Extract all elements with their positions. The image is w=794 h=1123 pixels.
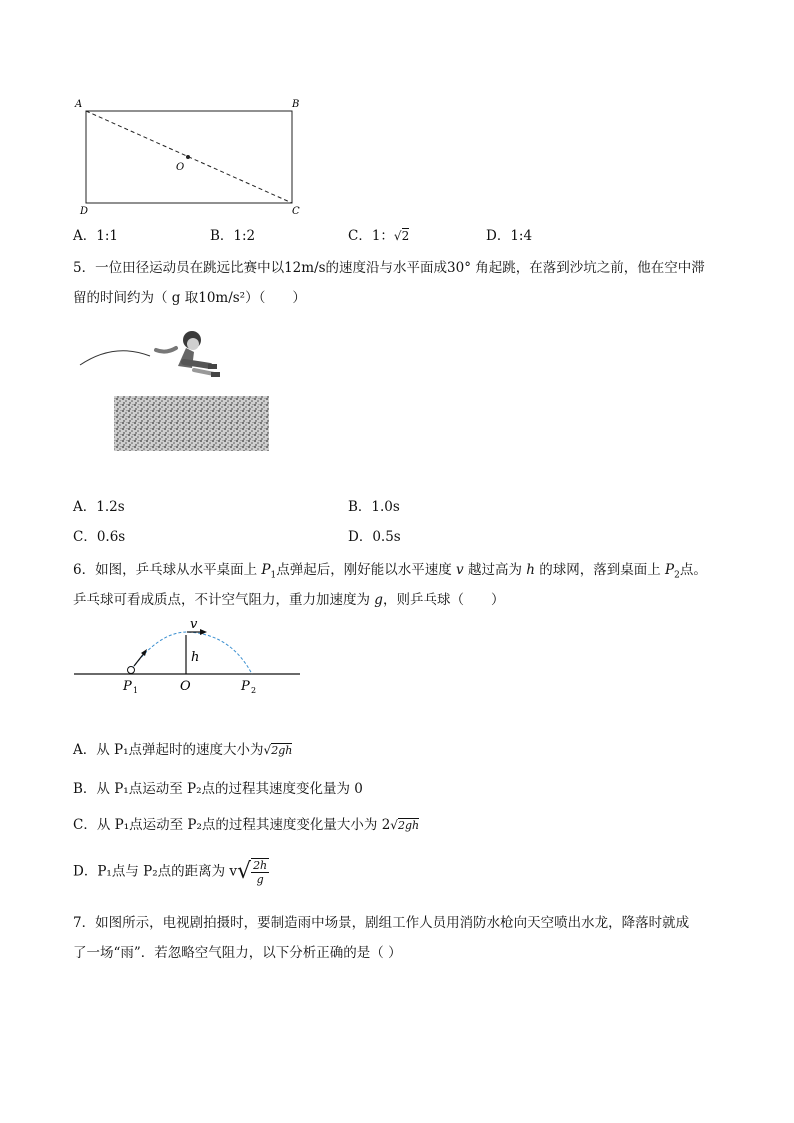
- q5-option-a: A．1.2s: [73, 499, 125, 515]
- q5-option-b: B．1.0s: [348, 499, 400, 515]
- q6-option-b: B．从 P₁点运动至 P₂点的过程其速度变化量为 0: [73, 781, 363, 797]
- label-v: v: [190, 617, 198, 632]
- label-b: B: [292, 99, 300, 110]
- q5-line-1: 5．一位田径运动员在跳远比赛中以12m/s的速度沿与水平面成30° 角起跳，在落到沙坑之前，他在空中滞: [73, 260, 705, 276]
- label-a: A: [75, 99, 83, 110]
- ping-pong-figure: [70, 615, 305, 697]
- label-o: O: [180, 679, 191, 694]
- label-o: O: [176, 162, 185, 173]
- q6-line-1: 6．如图，乒乓球从水平桌面上 $P_1$点弹起后，刚好能以水平速度 v 越过高为 h 的球网，落到桌面上 $P_2$点。: [73, 562, 707, 581]
- q5-line-2: 留的时间约为（ g 取10m/s²）（ ）: [73, 290, 306, 306]
- fraction: $\frac{2h}{g}$: [253, 859, 268, 886]
- rectangle-figure: [70, 95, 310, 220]
- sqrt-symbol: √2: [393, 229, 410, 243]
- q7-line-1: 7．如图所示，电视剧拍摄时，要制造雨中场景，剧组工作人员用消防水枪向天空喷出水龙，降落时就成: [73, 915, 690, 931]
- label-c: C: [292, 206, 300, 217]
- label-h: h: [191, 650, 200, 665]
- q4-option-a: A．1:1: [73, 228, 118, 244]
- sqrt-symbol: √2gh: [390, 818, 420, 832]
- q4-option-c: C．1：√2: [348, 228, 410, 244]
- q5-option-c: C．0.6s: [73, 529, 126, 545]
- q5-option-d: D．0.5s: [348, 529, 401, 545]
- q6-option-a: A．从 P₁点弹起时的速度大小为√2gh: [73, 740, 292, 761]
- q6-line-2: 乒乓球可看成质点，不计空气阻力，重力加速度为 g，则乒乓球（ ）: [73, 592, 505, 608]
- q6-option-c: C．从 P₁点运动至 P₂点的过程其速度变化量大小为 2√2gh: [73, 815, 419, 836]
- q4-option-b: B．1:2: [210, 228, 256, 244]
- sqrt-symbol: √: [237, 859, 252, 884]
- label-p2: P: [241, 679, 250, 694]
- q6-option-d: D．P₁点与 P₂点的距离为 v√ $\frac{2h}{g}$: [73, 859, 268, 886]
- jumper-figure: [156, 331, 220, 377]
- label-p1-sub: 1: [133, 686, 139, 695]
- sqrt-symbol: √2gh: [263, 743, 293, 757]
- label-d: D: [80, 206, 89, 217]
- q4-option-d: D．1:4: [486, 228, 533, 244]
- label-p1: P: [123, 679, 132, 694]
- long-jump-illustration: [74, 320, 274, 455]
- sand-pit: [114, 396, 269, 451]
- label-p2-sub: 2: [251, 686, 257, 695]
- q7-line-2: 了一场“雨”．若忽略空气阻力，以下分析正确的是（ ）: [73, 945, 402, 961]
